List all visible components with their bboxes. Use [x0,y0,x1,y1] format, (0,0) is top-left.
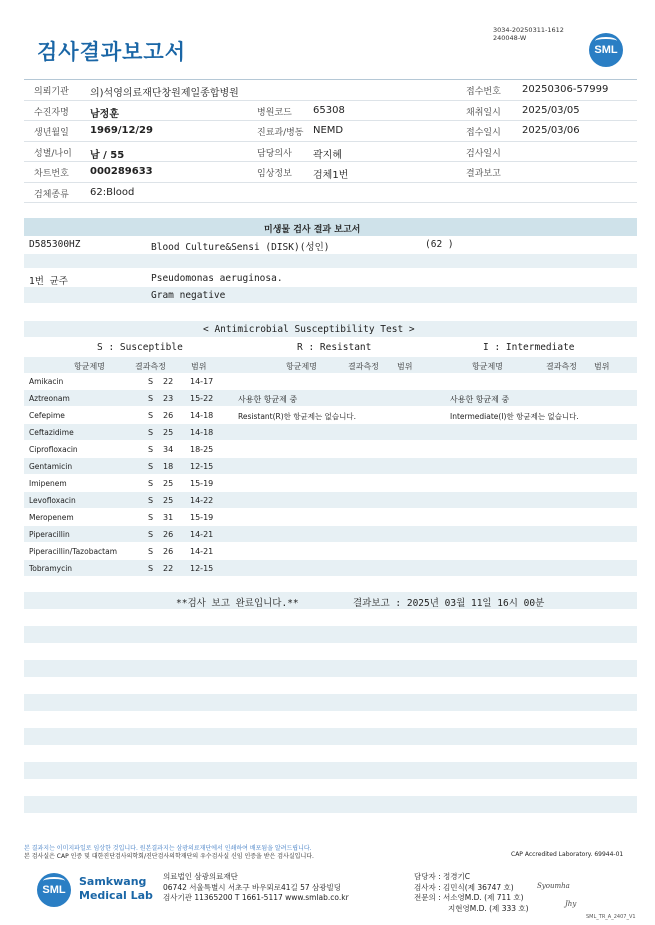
info-label: 의뢰기관 [34,87,69,97]
ast-column-header: 항균제명 [74,362,105,371]
row-band [24,424,637,440]
info-value: 62:Blood [90,186,135,198]
row-band [24,526,637,542]
signature-1: Syoumha [537,882,570,890]
ast-res: S [148,496,154,505]
footer-note-image: 본 결과지는 이미지파일로 임상한 것입니다. 원본결과지는 삼광의료재단에서 인쇄하여 배포됨을 알려드립니다. [24,845,312,852]
org-info: 의료법인 삼광의료재단 06742 서울특별시 서초구 바우뫼로41길 57 삼광빌딩 검사기관 11365200 T 1661-5117 www.smlab.co.kr [163,872,349,902]
empty-band [24,626,637,643]
info-label: 검사일시 [466,148,501,159]
info-label: 결과보고 [466,169,501,179]
band [24,254,637,268]
info-row [24,183,637,204]
staff-info: 담당자 : 정경기C 검사자 : 김민식(제 36747 호) 전문의 : 서소영M.D. (제 711 호) 지현영M.D. (제 333 호) [414,872,529,913]
report-time: 결과보고 : 2025년 03월 11일 16시 00분 [353,598,545,609]
ast-range: 14-21 [190,547,214,556]
resistant-note-2: Resistant(R)한 항균제는 없습니다. [238,412,357,421]
info-value: 1969/12/29 [90,125,153,136]
ast-drug: Imipenem [29,479,67,488]
ast-range: 14-18 [190,428,214,437]
resistant-note-1: 사용한 항균제 중 [238,395,298,404]
ast-res: S [148,394,154,403]
info-value: NEMD [313,125,344,136]
info-row [24,80,637,101]
info-value: 남 / 55 [90,149,125,161]
info-label: 채취일시 [466,107,501,118]
completion-message: **검사 보고 완료입니다.** [176,598,299,609]
info-label: 담당의사 [257,148,292,159]
ast-drug: Piperacillin/Tazobactam [29,547,118,556]
ast-drug: Gentamicin [29,462,73,471]
page-title: 검사결과보고서 [37,40,187,64]
ast-val: 18 [163,462,174,471]
info-label: 수진자명 [34,107,69,118]
ast-range: 18-25 [190,445,214,454]
band [24,287,637,303]
brand-line-1: Samkwang [79,875,147,888]
ast-res: S [148,445,154,454]
info-label: 임상정보 [257,169,292,179]
ast-column-header: 항균제명 [286,362,317,371]
info-label: 차트번호 [34,169,69,179]
test-code: D585300HZ [29,239,81,250]
info-value: 2025/03/06 [522,125,580,136]
info-label: 생년월일 [34,128,69,138]
ast-res: S [148,564,154,573]
ast-val: 34 [163,445,174,454]
ast-val: 22 [163,564,174,573]
info-value: 20250306-57999 [522,84,609,95]
ast-range: 14-21 [190,530,214,539]
ast-range: 12-15 [190,462,214,471]
info-value: 65308 [313,104,345,116]
ast-drug: Levofloxacin [29,496,76,505]
empty-band [24,660,637,677]
band [24,592,637,609]
brand-line-2: Medical Lab [79,889,153,902]
row-band [24,492,637,508]
ast-val: 23 [163,394,174,403]
info-label: 접수번호 [466,87,501,97]
ast-title: < Antimicrobial Susceptibility Test > [203,324,415,335]
ast-res: S [148,479,154,488]
ast-drug: Aztreonam [29,394,70,403]
info-label: 성별/나이 [34,148,72,159]
ast-val: 26 [163,547,174,556]
ast-column-header: 항균제명 [472,362,503,371]
ast-range: 14-22 [190,496,214,505]
info-label: 접수일시 [466,128,501,138]
test-count: (62 ) [425,239,454,250]
info-row [24,162,637,183]
form-code: SML_TR_A_2407_V1 [586,914,636,920]
legend-resistant: R : Resistant [297,342,372,353]
info-value: 000289633 [90,166,153,177]
ast-val: 26 [163,530,174,539]
footer-note-cap: 본 검사실은 CAP 인증 및 대한진단검사의학회/진단검사의학재단의 우수검사실 신임 인증을 받은 검사실입니다. [24,853,314,860]
info-value: 2025/03/05 [522,104,580,116]
empty-band [24,728,637,745]
ast-column-header: 범위 [594,362,610,371]
ast-val: 25 [163,479,174,488]
intermediate-note-1: 사용한 항균제 중 [450,395,510,404]
ast-res: S [148,377,154,386]
info-label: 진료과/병동 [257,128,304,138]
ast-column-header: 범위 [397,362,413,371]
ast-range: 15-22 [190,394,214,403]
signature-2: Jhy [565,900,577,908]
info-value: 검체1번 [313,170,349,181]
info-value: 의)석영의료재단창원제일종합병원 [90,88,239,99]
intermediate-note-2: Intermediate(I)한 항균제는 없습니다. [450,412,579,421]
row-band [24,390,637,406]
ast-res: S [148,513,154,522]
ast-drug: Ciprofloxacin [29,445,78,454]
ast-drug: Ceftazidime [29,428,74,437]
ast-drug: Tobramycin [29,564,73,573]
organism-name: Pseudomonas aeruginosa. [151,273,283,284]
ast-val: 25 [163,496,174,505]
info-value: 남정훈 [90,108,119,120]
ast-range: 15-19 [190,479,214,488]
ast-drug: Amikacin [29,377,64,386]
ast-val: 22 [163,377,174,386]
ast-res: S [148,411,154,420]
patient-info-table [24,79,637,203]
ast-range: 14-17 [190,377,214,386]
gram-stain: Gram negative [151,290,226,301]
info-row [24,142,637,163]
legend-susceptible: S : Susceptible [97,342,183,353]
row-band [24,560,637,576]
ast-column-header: 결과측정 [348,362,379,371]
ast-res: S [148,462,154,471]
ast-drug: Cefepime [29,411,65,420]
ast-column-header: 범위 [191,362,207,371]
ast-column-header: 결과측정 [135,362,166,371]
ast-res: S [148,530,154,539]
test-name: Blood Culture&Sensi (DISK)(성인) [151,242,330,253]
ast-column-header: 결과측정 [546,362,577,371]
row-band [24,458,637,474]
section-title: 미생물 검사 결과 보고서 [264,225,361,235]
empty-band [24,762,637,779]
ast-drug: Piperacillin [29,530,70,539]
ast-val: 26 [163,411,174,420]
ast-range: 12-15 [190,564,214,573]
info-value: 곽지혜 [313,149,342,161]
info-label: 검체종류 [34,189,69,200]
cap-accreditation: CAP Accredited Laboratory. 69944-01 [511,851,624,858]
ast-range: 15-19 [190,513,214,522]
sml-footer-logo: SML [37,873,71,907]
info-row [24,121,637,142]
ast-range: 14-18 [190,411,214,420]
sml-logo: SML [589,33,623,67]
empty-band [24,694,637,711]
document-id: 3034-20250311-1612 240048-W [493,26,564,42]
organism-label: 1번 균주 [29,276,68,287]
info-row [24,101,637,122]
ast-res: S [148,428,154,437]
ast-val: 25 [163,428,174,437]
ast-res: S [148,547,154,556]
ast-drug: Meropenem [29,513,74,522]
empty-band [24,796,637,813]
info-label: 병원코드 [257,107,292,118]
legend-intermediate: I : Intermediate [483,342,575,353]
ast-val: 31 [163,513,174,522]
